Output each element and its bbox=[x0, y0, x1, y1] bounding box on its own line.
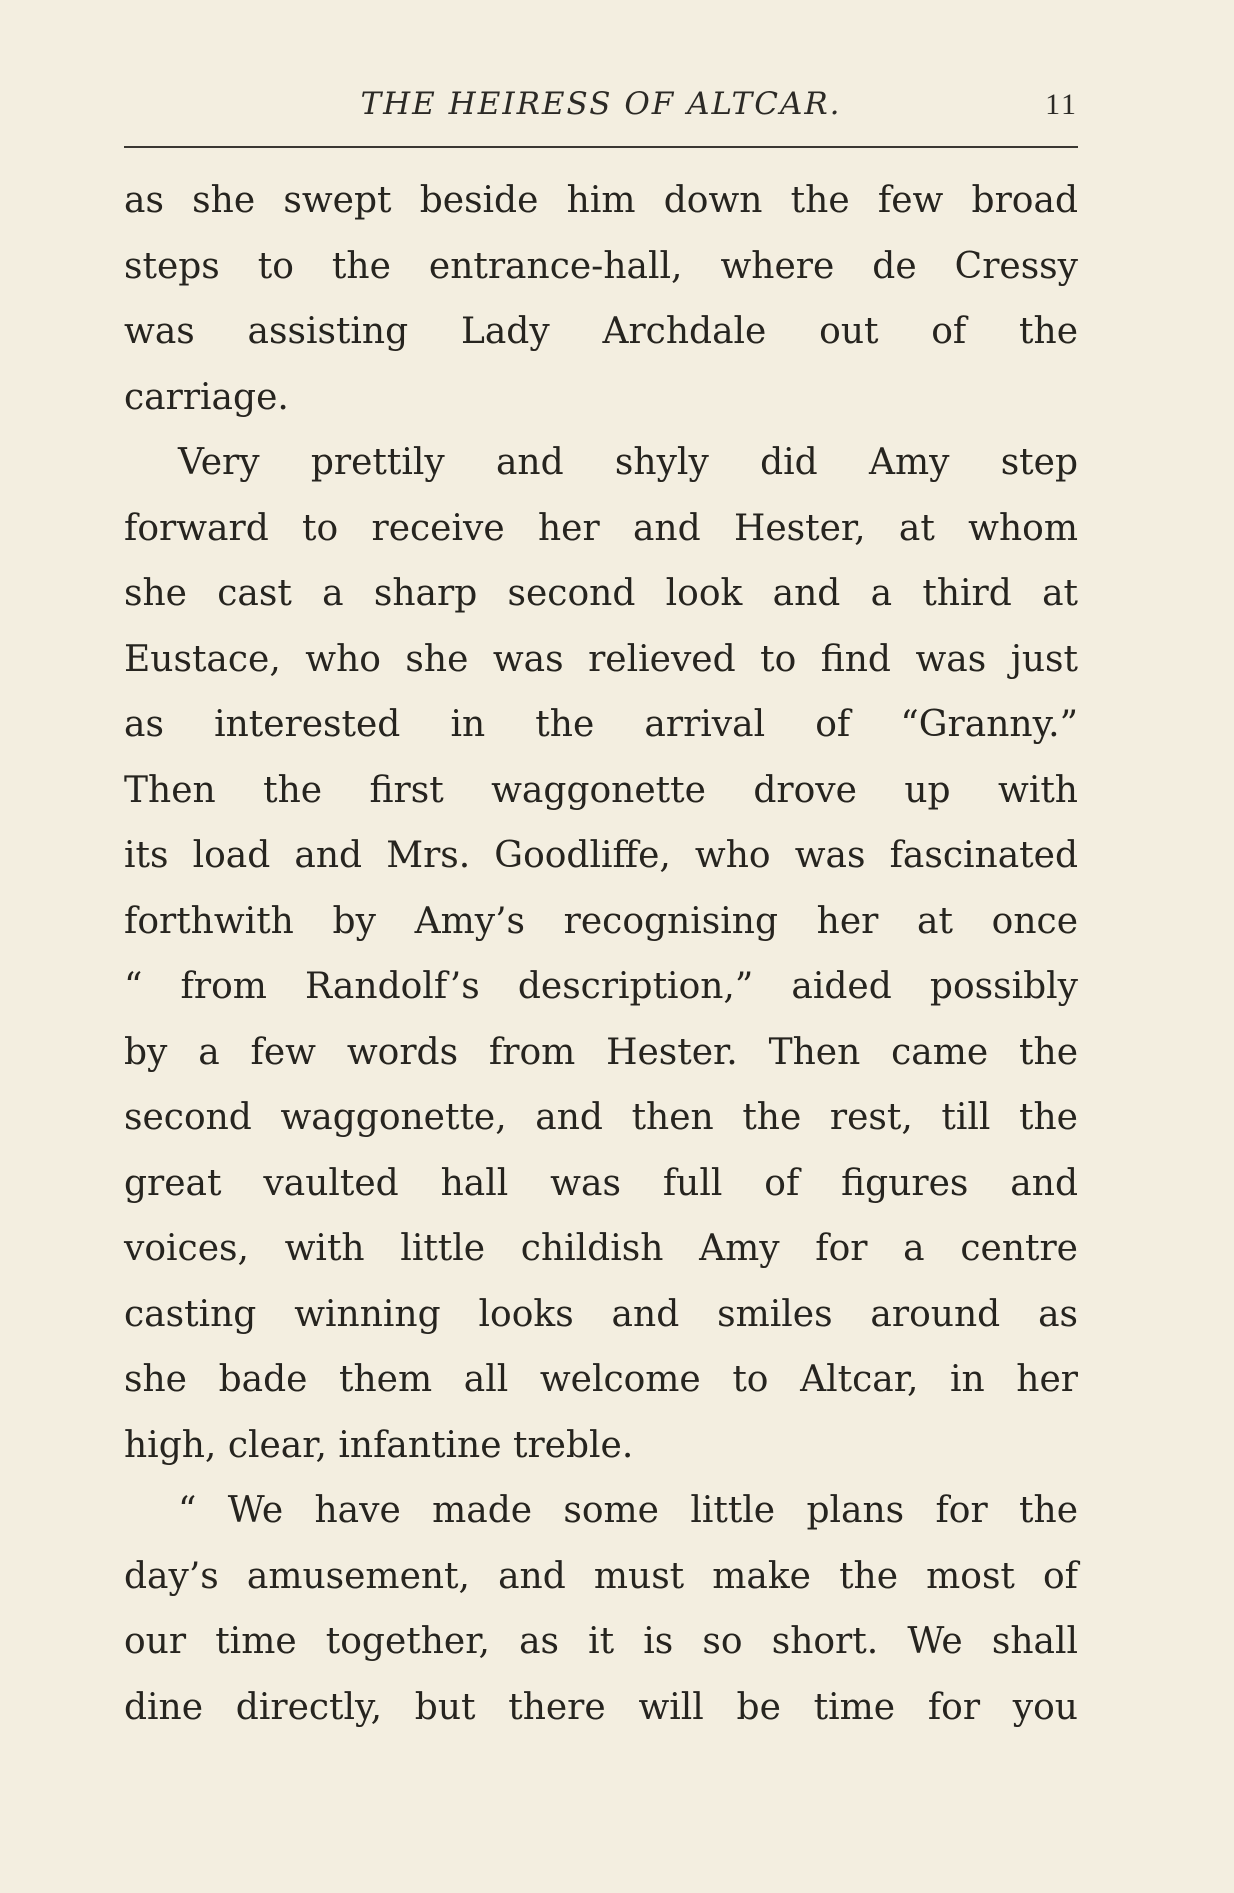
text-line: by a few words from Hester. Then came the bbox=[124, 1031, 1078, 1073]
page-number: 11 bbox=[1045, 88, 1078, 121]
text-line: second waggonette, and then the rest, till the bbox=[124, 1097, 1078, 1138]
text-line: day’s amusement, and must make the most of bbox=[124, 1555, 1078, 1597]
text-line: steps to the entrance-hall, where de Cressy bbox=[124, 245, 1078, 287]
body-text bbox=[124, 168, 1078, 1740]
text-line: Eustace, who she was relieved to find was just bbox=[124, 638, 1078, 680]
text-line: dine directly, but there will be time for you bbox=[124, 1686, 1078, 1728]
text-line: as interested in the arrival of “Granny.” bbox=[124, 704, 1078, 745]
header-rule bbox=[124, 146, 1078, 148]
text-line: high, clear, infantine treble. bbox=[124, 1424, 634, 1466]
text-line: forthwith by Amy’s recognising her at once bbox=[124, 900, 1078, 942]
text-line: Then the first waggonette drove up with bbox=[124, 769, 1078, 811]
text-line: carriage. bbox=[124, 376, 289, 418]
running-head bbox=[124, 86, 1078, 136]
text-line: forward to receive her and Hester, at whom bbox=[124, 507, 1078, 549]
text-line: as she swept beside him down the few broad bbox=[124, 180, 1078, 221]
text-line: our time together, as it is so short. We shall bbox=[124, 1621, 1078, 1662]
text-line: casting winning looks and smiles around as bbox=[124, 1293, 1078, 1335]
text-line: she cast a sharp second look and a third at bbox=[124, 573, 1078, 614]
text-line: was assisting Lady Archdale out of the bbox=[124, 311, 1078, 352]
text-line: “ We have made some little plans for the bbox=[178, 1490, 1078, 1531]
text-line: “ from Randolf’s description,” aided possibly bbox=[124, 966, 1078, 1007]
text-line: voices, with little childish Amy for a centre bbox=[124, 1228, 1078, 1269]
text-line: great vaulted hall was full of figures and bbox=[124, 1162, 1078, 1204]
text-line: Very prettily and shyly did Amy step bbox=[178, 442, 1078, 483]
running-title: THE HEIRESS OF ALTCAR. bbox=[360, 86, 842, 122]
text-line: she bade them all welcome to Altcar, in her bbox=[124, 1359, 1078, 1400]
text-line: its load and Mrs. Goodliffe, who was fascinated bbox=[124, 835, 1078, 876]
